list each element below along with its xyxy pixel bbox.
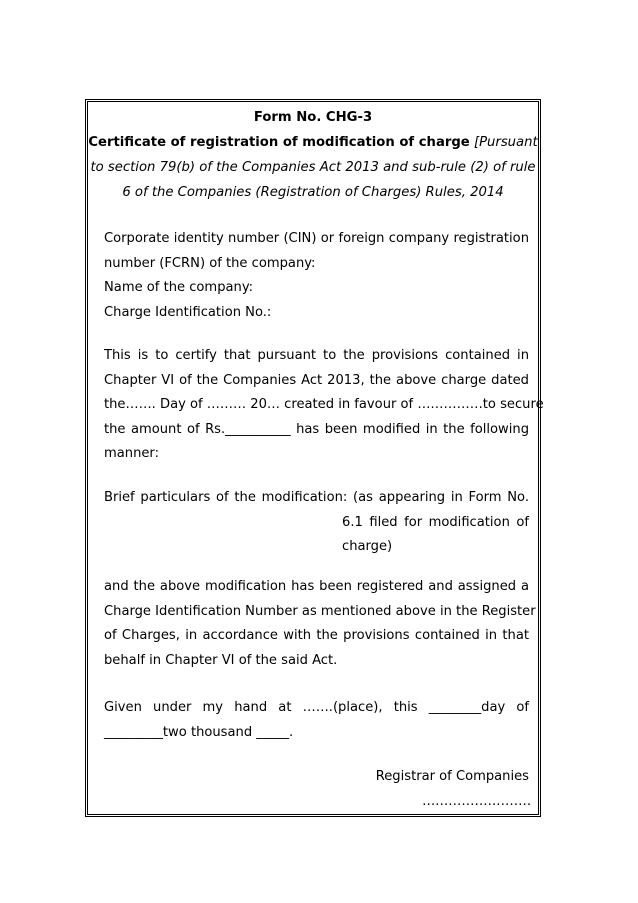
registration-line-3: of Charges, in accordance with the provisions contained in that	[104, 628, 529, 643]
caption-title: Certificate of registration of modification of charge	[88, 135, 470, 150]
registration-line-2: Charge Identification Number as mentioned above in the Register	[104, 603, 536, 619]
certify-line-3: the……. Day of ……… 20… created in favour of ……………to secure	[104, 397, 544, 412]
cin-line-1: Corporate identity number (CIN) or foreign company registration	[104, 231, 529, 246]
form-caption	[88, 130, 538, 205]
company-name-label: Name of the company:	[104, 280, 254, 295]
certify-section	[104, 344, 544, 467]
form-number: Form No. CHG-3	[253, 110, 373, 125]
given-line-2: _________two thousand _____.	[104, 724, 294, 740]
certify-line-4: the amount of Rs.__________ has been modified in the following	[104, 421, 529, 437]
form-frame	[85, 99, 544, 817]
particulars-section	[104, 486, 529, 560]
particulars-line-2: 6.1 filed for modification of	[342, 514, 529, 530]
identity-section	[104, 227, 529, 325]
given-section	[104, 696, 529, 745]
charge-id-label: Charge Identification No.:	[104, 304, 272, 320]
caption-line-1	[88, 130, 538, 155]
registrar-title: Registrar of Companies	[375, 769, 529, 784]
certify-line-2: Chapter VI of the Companies Act 2013, the above charge dated	[104, 372, 529, 388]
given-line-1: Given under my hand at …….(place), this ________day of	[104, 700, 529, 715]
registration-line-1: and the above modification has been registered and assigned a	[104, 579, 529, 594]
registration-line-4: behalf in Chapter VI of the said Act.	[104, 652, 338, 668]
particulars-line-1: Brief particulars of the modification: (as appearing in Form No.	[104, 490, 529, 505]
caption-line-2: to section 79(b) of the Companies Act 2013 and sub-rule (2) of rule	[90, 160, 536, 175]
caption-pursuant: [Pursuant	[473, 135, 538, 150]
form-header	[88, 105, 538, 205]
particulars-line-3: charge)	[342, 539, 393, 554]
caption-line-3: 6 of the Companies (Registration of Charges) Rules, 2014	[122, 185, 504, 200]
registrar-signature-dots: …………………….	[422, 793, 531, 809]
registration-section	[104, 575, 536, 673]
certify-line-5: manner:	[104, 446, 159, 461]
signature-section	[104, 765, 529, 814]
certify-line-1: This is to certify that pursuant to the provisions contained in	[104, 348, 529, 363]
cin-line-2: number (FCRN) of the company:	[104, 255, 316, 271]
